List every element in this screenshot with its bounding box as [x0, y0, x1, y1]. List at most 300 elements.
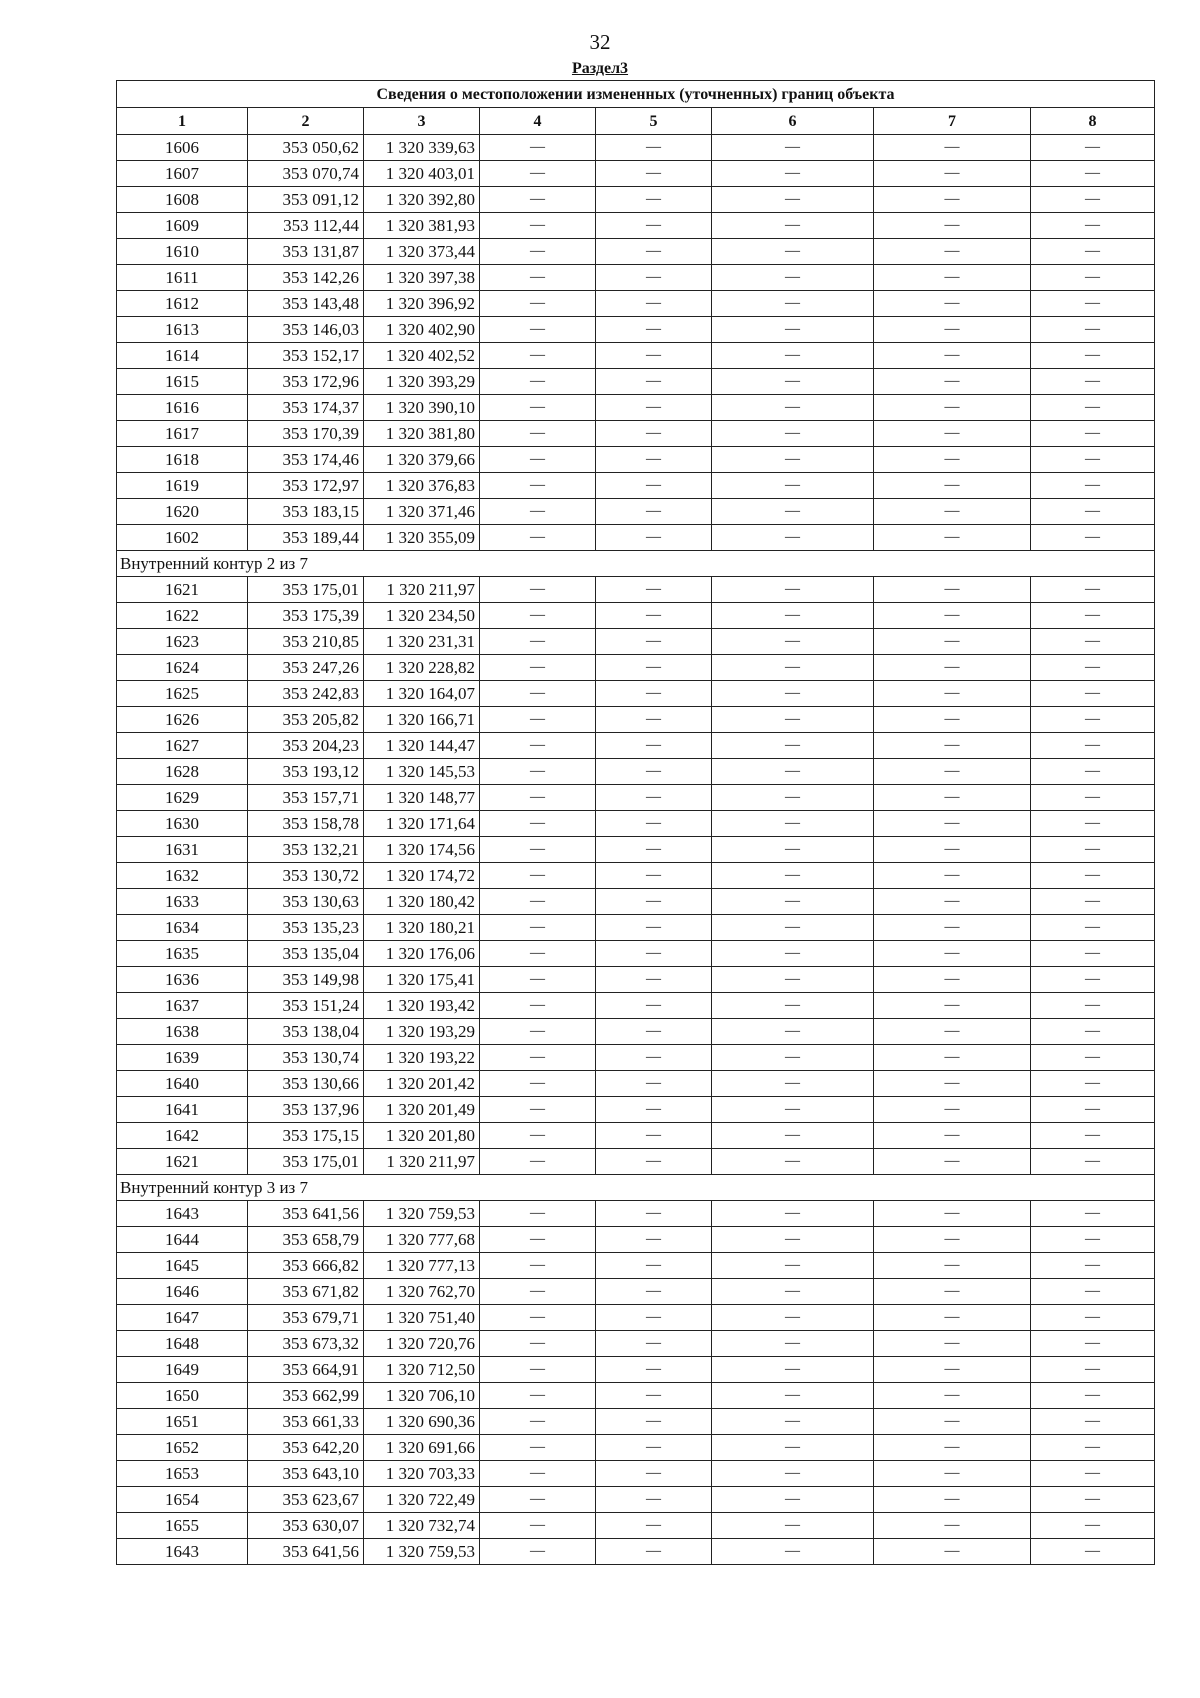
- empty-value-cell: —: [1031, 395, 1155, 421]
- y-coordinate-cell: 1 320 759,53: [364, 1539, 480, 1565]
- point-number-cell: 1610: [117, 239, 248, 265]
- y-coordinate-cell: 1 320 180,21: [364, 915, 480, 941]
- table-row: [117, 1149, 1155, 1175]
- point-number-cell: 1642: [117, 1123, 248, 1149]
- x-coordinate-cell: 353 658,79: [248, 1227, 364, 1253]
- x-coordinate-cell: 353 050,62: [248, 135, 364, 161]
- empty-value-cell: —: [480, 655, 596, 681]
- x-coordinate-cell: 353 132,21: [248, 837, 364, 863]
- empty-value-cell: —: [596, 343, 712, 369]
- point-number-cell: 1621: [117, 577, 248, 603]
- empty-value-cell: —: [1031, 1487, 1155, 1513]
- empty-value-cell: —: [874, 135, 1031, 161]
- empty-value-cell: —: [1031, 967, 1155, 993]
- empty-value-cell: —: [712, 1331, 874, 1357]
- empty-value-cell: —: [596, 811, 712, 837]
- empty-value-cell: —: [874, 1123, 1031, 1149]
- empty-value-cell: —: [480, 1201, 596, 1227]
- empty-value-cell: —: [1031, 1539, 1155, 1565]
- point-number-cell: 1640: [117, 1071, 248, 1097]
- y-coordinate-cell: 1 320 402,52: [364, 343, 480, 369]
- y-coordinate-cell: 1 320 193,22: [364, 1045, 480, 1071]
- empty-value-cell: —: [874, 629, 1031, 655]
- table-row: [117, 1305, 1155, 1331]
- x-coordinate-cell: 353 135,23: [248, 915, 364, 941]
- empty-value-cell: —: [712, 863, 874, 889]
- empty-value-cell: —: [480, 447, 596, 473]
- empty-value-cell: —: [874, 343, 1031, 369]
- empty-value-cell: —: [480, 863, 596, 889]
- empty-value-cell: —: [712, 213, 874, 239]
- empty-value-cell: —: [712, 1149, 874, 1175]
- empty-value-cell: —: [712, 1227, 874, 1253]
- x-coordinate-cell: 353 149,98: [248, 967, 364, 993]
- y-coordinate-cell: 1 320 396,92: [364, 291, 480, 317]
- y-coordinate-cell: 1 320 392,80: [364, 187, 480, 213]
- empty-value-cell: —: [596, 993, 712, 1019]
- table-row: [117, 1279, 1155, 1305]
- point-number-cell: 1650: [117, 1383, 248, 1409]
- empty-value-cell: —: [712, 525, 874, 551]
- y-coordinate-cell: 1 320 720,76: [364, 1331, 480, 1357]
- y-coordinate-cell: 1 320 762,70: [364, 1279, 480, 1305]
- empty-value-cell: —: [480, 135, 596, 161]
- empty-value-cell: —: [480, 343, 596, 369]
- empty-value-cell: —: [874, 707, 1031, 733]
- empty-value-cell: —: [596, 863, 712, 889]
- point-number-cell: 1641: [117, 1097, 248, 1123]
- table-row: [117, 1201, 1155, 1227]
- empty-value-cell: —: [712, 967, 874, 993]
- point-number-cell: 1643: [117, 1539, 248, 1565]
- y-coordinate-cell: 1 320 201,49: [364, 1097, 480, 1123]
- empty-value-cell: —: [712, 1279, 874, 1305]
- table-row: [117, 265, 1155, 291]
- empty-value-cell: —: [712, 707, 874, 733]
- y-coordinate-cell: 1 320 777,68: [364, 1227, 480, 1253]
- empty-value-cell: —: [480, 1539, 596, 1565]
- point-number-cell: 1631: [117, 837, 248, 863]
- table-row: [117, 915, 1155, 941]
- point-number-cell: 1655: [117, 1513, 248, 1539]
- x-coordinate-cell: 353 642,20: [248, 1435, 364, 1461]
- empty-value-cell: —: [874, 1227, 1031, 1253]
- x-coordinate-cell: 353 175,01: [248, 1149, 364, 1175]
- empty-value-cell: —: [596, 265, 712, 291]
- empty-value-cell: —: [874, 1253, 1031, 1279]
- empty-value-cell: —: [596, 733, 712, 759]
- empty-value-cell: —: [596, 1487, 712, 1513]
- table-row: [117, 369, 1155, 395]
- point-number-cell: 1649: [117, 1357, 248, 1383]
- y-coordinate-cell: 1 320 732,74: [364, 1513, 480, 1539]
- empty-value-cell: —: [712, 499, 874, 525]
- contour-label-row: [117, 551, 1155, 577]
- column-header: 7: [874, 108, 1031, 135]
- empty-value-cell: —: [712, 395, 874, 421]
- point-number-cell: 1611: [117, 265, 248, 291]
- empty-value-cell: —: [596, 421, 712, 447]
- empty-value-cell: —: [712, 1019, 874, 1045]
- empty-value-cell: —: [480, 759, 596, 785]
- table-row: [117, 317, 1155, 343]
- empty-value-cell: —: [874, 733, 1031, 759]
- empty-value-cell: —: [712, 941, 874, 967]
- empty-value-cell: —: [874, 1513, 1031, 1539]
- table-row: [117, 291, 1155, 317]
- empty-value-cell: —: [1031, 1357, 1155, 1383]
- table-row: [117, 135, 1155, 161]
- point-number-cell: 1619: [117, 473, 248, 499]
- empty-value-cell: —: [712, 1409, 874, 1435]
- x-coordinate-cell: 353 130,72: [248, 863, 364, 889]
- empty-value-cell: —: [712, 187, 874, 213]
- empty-value-cell: —: [712, 447, 874, 473]
- point-number-cell: 1629: [117, 785, 248, 811]
- y-coordinate-cell: 1 320 759,53: [364, 1201, 480, 1227]
- empty-value-cell: —: [480, 1357, 596, 1383]
- empty-value-cell: —: [712, 1123, 874, 1149]
- point-number-cell: 1608: [117, 187, 248, 213]
- column-header: 5: [596, 108, 712, 135]
- empty-value-cell: —: [480, 187, 596, 213]
- point-number-cell: 1636: [117, 967, 248, 993]
- empty-value-cell: —: [1031, 213, 1155, 239]
- empty-value-cell: —: [874, 265, 1031, 291]
- point-number-cell: 1646: [117, 1279, 248, 1305]
- empty-value-cell: —: [712, 1539, 874, 1565]
- y-coordinate-cell: 1 320 166,71: [364, 707, 480, 733]
- empty-value-cell: —: [596, 161, 712, 187]
- table-row: [117, 889, 1155, 915]
- empty-value-cell: —: [1031, 187, 1155, 213]
- point-number-cell: 1645: [117, 1253, 248, 1279]
- empty-value-cell: —: [874, 369, 1031, 395]
- x-coordinate-cell: 353 131,87: [248, 239, 364, 265]
- empty-value-cell: —: [480, 1305, 596, 1331]
- empty-value-cell: —: [480, 889, 596, 915]
- y-coordinate-cell: 1 320 355,09: [364, 525, 480, 551]
- point-number-cell: 1654: [117, 1487, 248, 1513]
- table-row: [117, 499, 1155, 525]
- point-number-cell: 1643: [117, 1201, 248, 1227]
- empty-value-cell: —: [712, 239, 874, 265]
- empty-value-cell: —: [480, 369, 596, 395]
- y-coordinate-cell: 1 320 201,42: [364, 1071, 480, 1097]
- empty-value-cell: —: [874, 941, 1031, 967]
- column-header: 8: [1031, 108, 1155, 135]
- x-coordinate-cell: 353 130,63: [248, 889, 364, 915]
- point-number-cell: 1638: [117, 1019, 248, 1045]
- y-coordinate-cell: 1 320 381,93: [364, 213, 480, 239]
- column-header: 3: [364, 108, 480, 135]
- point-number-cell: 1620: [117, 499, 248, 525]
- empty-value-cell: —: [480, 395, 596, 421]
- empty-value-cell: —: [596, 1461, 712, 1487]
- x-coordinate-cell: 353 142,26: [248, 265, 364, 291]
- point-number-cell: 1621: [117, 1149, 248, 1175]
- table-row: [117, 1435, 1155, 1461]
- empty-value-cell: —: [480, 1149, 596, 1175]
- table-row: [117, 1409, 1155, 1435]
- y-coordinate-cell: 1 320 373,44: [364, 239, 480, 265]
- empty-value-cell: —: [874, 499, 1031, 525]
- table-row: [117, 863, 1155, 889]
- table-row: [117, 603, 1155, 629]
- point-number-cell: 1606: [117, 135, 248, 161]
- y-coordinate-cell: 1 320 145,53: [364, 759, 480, 785]
- table-row: [117, 707, 1155, 733]
- x-coordinate-cell: 353 158,78: [248, 811, 364, 837]
- table-row: [117, 473, 1155, 499]
- table-body: [117, 81, 1155, 1565]
- empty-value-cell: —: [1031, 889, 1155, 915]
- table-row: [117, 447, 1155, 473]
- empty-value-cell: —: [480, 733, 596, 759]
- table-row: [117, 629, 1155, 655]
- column-header: 4: [480, 108, 596, 135]
- empty-value-cell: —: [712, 1487, 874, 1513]
- x-coordinate-cell: 353 247,26: [248, 655, 364, 681]
- y-coordinate-cell: 1 320 691,66: [364, 1435, 480, 1461]
- y-coordinate-cell: 1 320 397,38: [364, 265, 480, 291]
- empty-value-cell: —: [596, 291, 712, 317]
- x-coordinate-cell: 353 673,32: [248, 1331, 364, 1357]
- empty-value-cell: —: [1031, 1331, 1155, 1357]
- empty-value-cell: —: [1031, 603, 1155, 629]
- empty-value-cell: —: [1031, 1383, 1155, 1409]
- empty-value-cell: —: [596, 1513, 712, 1539]
- empty-value-cell: —: [480, 1461, 596, 1487]
- empty-value-cell: —: [596, 213, 712, 239]
- point-number-cell: 1607: [117, 161, 248, 187]
- y-coordinate-cell: 1 320 390,10: [364, 395, 480, 421]
- empty-value-cell: —: [874, 1149, 1031, 1175]
- empty-value-cell: —: [1031, 1123, 1155, 1149]
- empty-value-cell: —: [874, 889, 1031, 915]
- table-row: [117, 1461, 1155, 1487]
- empty-value-cell: —: [712, 1435, 874, 1461]
- empty-value-cell: —: [596, 1019, 712, 1045]
- x-coordinate-cell: 353 130,66: [248, 1071, 364, 1097]
- empty-value-cell: —: [1031, 291, 1155, 317]
- empty-value-cell: —: [1031, 369, 1155, 395]
- empty-value-cell: —: [874, 811, 1031, 837]
- table-row: [117, 577, 1155, 603]
- point-number-cell: 1632: [117, 863, 248, 889]
- empty-value-cell: —: [596, 577, 712, 603]
- empty-value-cell: —: [874, 603, 1031, 629]
- x-coordinate-cell: 353 662,99: [248, 1383, 364, 1409]
- table-row: [117, 1331, 1155, 1357]
- empty-value-cell: —: [874, 967, 1031, 993]
- empty-value-cell: —: [1031, 629, 1155, 655]
- table-row: [117, 811, 1155, 837]
- table-row: [117, 1383, 1155, 1409]
- empty-value-cell: —: [1031, 1279, 1155, 1305]
- empty-value-cell: —: [712, 993, 874, 1019]
- empty-value-cell: —: [1031, 1097, 1155, 1123]
- table-header-row: [117, 108, 1155, 135]
- empty-value-cell: —: [1031, 343, 1155, 369]
- coordinates-table: [116, 80, 1155, 1565]
- empty-value-cell: —: [480, 941, 596, 967]
- empty-value-cell: —: [480, 1435, 596, 1461]
- x-coordinate-cell: 353 174,46: [248, 447, 364, 473]
- empty-value-cell: —: [712, 1461, 874, 1487]
- table-row: [117, 1071, 1155, 1097]
- x-coordinate-cell: 353 210,85: [248, 629, 364, 655]
- empty-value-cell: —: [1031, 239, 1155, 265]
- empty-value-cell: —: [712, 1071, 874, 1097]
- table-row: [117, 161, 1155, 187]
- empty-value-cell: —: [874, 577, 1031, 603]
- empty-value-cell: —: [596, 1539, 712, 1565]
- table-row: [117, 1487, 1155, 1513]
- empty-value-cell: —: [1031, 1461, 1155, 1487]
- empty-value-cell: —: [874, 447, 1031, 473]
- empty-value-cell: —: [596, 369, 712, 395]
- table-row: [117, 1539, 1155, 1565]
- empty-value-cell: —: [712, 1045, 874, 1071]
- x-coordinate-cell: 353 130,74: [248, 1045, 364, 1071]
- x-coordinate-cell: 353 183,15: [248, 499, 364, 525]
- table-row: [117, 1019, 1155, 1045]
- empty-value-cell: —: [1031, 707, 1155, 733]
- empty-value-cell: —: [480, 629, 596, 655]
- empty-value-cell: —: [596, 655, 712, 681]
- y-coordinate-cell: 1 320 376,83: [364, 473, 480, 499]
- empty-value-cell: —: [874, 395, 1031, 421]
- empty-value-cell: —: [596, 525, 712, 551]
- point-number-cell: 1630: [117, 811, 248, 837]
- point-number-cell: 1602: [117, 525, 248, 551]
- point-number-cell: 1617: [117, 421, 248, 447]
- empty-value-cell: —: [480, 681, 596, 707]
- empty-value-cell: —: [1031, 837, 1155, 863]
- y-coordinate-cell: 1 320 234,50: [364, 603, 480, 629]
- x-coordinate-cell: 353 679,71: [248, 1305, 364, 1331]
- empty-value-cell: —: [712, 655, 874, 681]
- y-coordinate-cell: 1 320 777,13: [364, 1253, 480, 1279]
- empty-value-cell: —: [712, 1201, 874, 1227]
- empty-value-cell: —: [1031, 1513, 1155, 1539]
- empty-value-cell: —: [480, 1253, 596, 1279]
- empty-value-cell: —: [712, 1383, 874, 1409]
- y-coordinate-cell: 1 320 211,97: [364, 1149, 480, 1175]
- x-coordinate-cell: 353 630,07: [248, 1513, 364, 1539]
- empty-value-cell: —: [712, 343, 874, 369]
- empty-value-cell: —: [1031, 447, 1155, 473]
- empty-value-cell: —: [1031, 1253, 1155, 1279]
- empty-value-cell: —: [480, 707, 596, 733]
- empty-value-cell: —: [1031, 577, 1155, 603]
- y-coordinate-cell: 1 320 175,41: [364, 967, 480, 993]
- empty-value-cell: —: [480, 837, 596, 863]
- y-coordinate-cell: 1 320 211,97: [364, 577, 480, 603]
- y-coordinate-cell: 1 320 393,29: [364, 369, 480, 395]
- empty-value-cell: —: [712, 1097, 874, 1123]
- x-coordinate-cell: 353 641,56: [248, 1201, 364, 1227]
- empty-value-cell: —: [480, 577, 596, 603]
- point-number-cell: 1648: [117, 1331, 248, 1357]
- table-row: [117, 343, 1155, 369]
- x-coordinate-cell: 353 242,83: [248, 681, 364, 707]
- empty-value-cell: —: [480, 1331, 596, 1357]
- empty-value-cell: —: [480, 1045, 596, 1071]
- x-coordinate-cell: 353 091,12: [248, 187, 364, 213]
- y-coordinate-cell: 1 320 751,40: [364, 1305, 480, 1331]
- empty-value-cell: —: [596, 1149, 712, 1175]
- y-coordinate-cell: 1 320 148,77: [364, 785, 480, 811]
- y-coordinate-cell: 1 320 712,50: [364, 1357, 480, 1383]
- column-header: 1: [117, 108, 248, 135]
- empty-value-cell: —: [874, 1045, 1031, 1071]
- empty-value-cell: —: [712, 369, 874, 395]
- table-row: [117, 759, 1155, 785]
- empty-value-cell: —: [596, 889, 712, 915]
- point-number-cell: 1622: [117, 603, 248, 629]
- empty-value-cell: —: [874, 239, 1031, 265]
- empty-value-cell: —: [874, 161, 1031, 187]
- empty-value-cell: —: [874, 1019, 1031, 1045]
- empty-value-cell: —: [874, 1435, 1031, 1461]
- y-coordinate-cell: 1 320 379,66: [364, 447, 480, 473]
- empty-value-cell: —: [1031, 525, 1155, 551]
- empty-value-cell: —: [596, 1123, 712, 1149]
- empty-value-cell: —: [596, 967, 712, 993]
- empty-value-cell: —: [480, 213, 596, 239]
- empty-value-cell: —: [874, 785, 1031, 811]
- empty-value-cell: —: [874, 187, 1031, 213]
- column-header: 6: [712, 108, 874, 135]
- point-number-cell: 1633: [117, 889, 248, 915]
- empty-value-cell: —: [874, 1201, 1031, 1227]
- point-number-cell: 1647: [117, 1305, 248, 1331]
- empty-value-cell: —: [874, 1305, 1031, 1331]
- empty-value-cell: —: [712, 473, 874, 499]
- point-number-cell: 1627: [117, 733, 248, 759]
- x-coordinate-cell: 353 174,37: [248, 395, 364, 421]
- empty-value-cell: —: [480, 1279, 596, 1305]
- y-coordinate-cell: 1 320 144,47: [364, 733, 480, 759]
- empty-value-cell: —: [1031, 993, 1155, 1019]
- empty-value-cell: —: [596, 1253, 712, 1279]
- empty-value-cell: —: [596, 1201, 712, 1227]
- empty-value-cell: —: [596, 1227, 712, 1253]
- empty-value-cell: —: [596, 1097, 712, 1123]
- y-coordinate-cell: 1 320 164,07: [364, 681, 480, 707]
- empty-value-cell: —: [480, 265, 596, 291]
- table-row: [117, 421, 1155, 447]
- empty-value-cell: —: [480, 1123, 596, 1149]
- empty-value-cell: —: [874, 681, 1031, 707]
- point-number-cell: 1626: [117, 707, 248, 733]
- empty-value-cell: —: [480, 421, 596, 447]
- empty-value-cell: —: [596, 707, 712, 733]
- empty-value-cell: —: [1031, 733, 1155, 759]
- table-row: [117, 1045, 1155, 1071]
- empty-value-cell: —: [480, 1487, 596, 1513]
- table-row: [117, 1227, 1155, 1253]
- empty-value-cell: —: [596, 317, 712, 343]
- empty-value-cell: —: [874, 1539, 1031, 1565]
- y-coordinate-cell: 1 320 176,06: [364, 941, 480, 967]
- empty-value-cell: —: [1031, 915, 1155, 941]
- empty-value-cell: —: [712, 837, 874, 863]
- empty-value-cell: —: [712, 811, 874, 837]
- empty-value-cell: —: [596, 785, 712, 811]
